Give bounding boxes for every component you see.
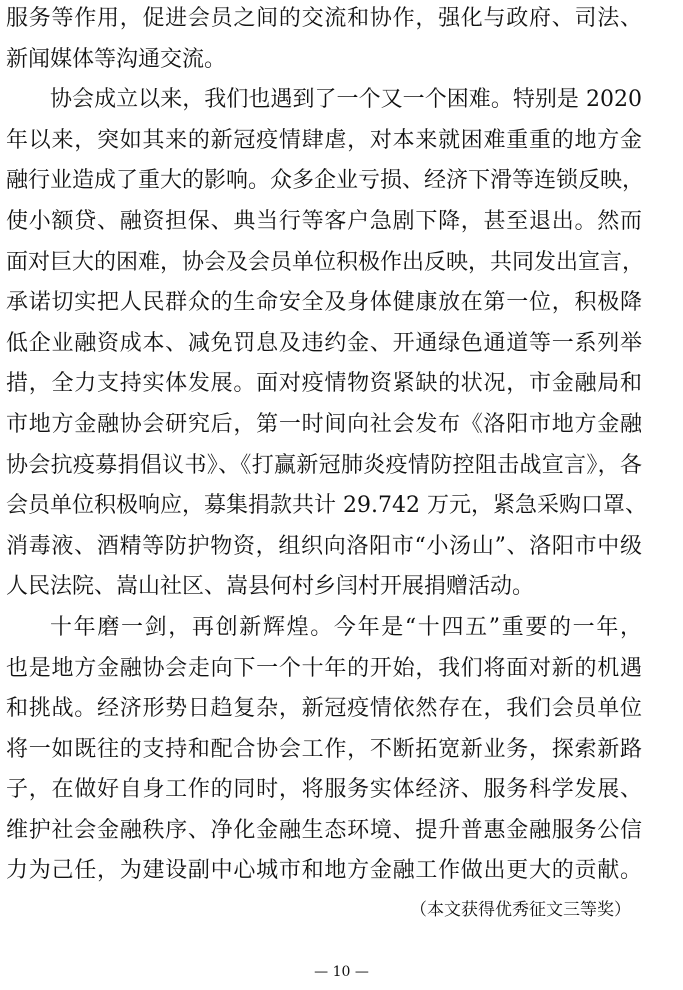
body-line: 子，在做好自身工作的同时，将服务实体经济、服务科学发展、 [6,777,642,803]
body-line: 维护社会金融秩序、净化金融生态环境、提升普惠金融服务公信 [6,817,642,843]
body-line: 会员单位积极响应，募集捐款共计 29.742 万元，紧急采购口罩、 [6,493,647,519]
body-line: 市地方金融协会研究后，第一时间向社会发布《洛阳市地方金融 [6,411,642,437]
body-line: 人民法院、嵩山社区、嵩县何村乡闫村开展捐赠活动。 [6,574,535,600]
body-line: 措，全力支持实体发展。面对疫情物资紧缺的状况，市金融局和 [6,371,642,397]
page-number: — 10 — [314,964,369,980]
body-line: 和挑战。经济形势日趋复杂，新冠疫情依然存在，我们会员单位 [6,696,642,722]
body-line: 协会抗疫募捐倡议书》、《打赢新冠肺炎疫情防控阻击战宣言》，各 [6,452,642,478]
body-line: 服务等作用，促进会员之间的交流和协作，强化与政府、司法、 [6,6,642,31]
body-line: 消毒液、酒精等防护物资，组织向洛阳市“小汤山”、洛阳市中级 [6,533,642,559]
body-line: 使小额贷、融资担保、典当行等客户急剧下降，甚至退出。然而 [6,208,642,234]
award-caption: （本文获得优秀征文三等奖） [410,900,631,920]
paragraph-start-line: 十年磨一剑，再创新辉煌。今年是“十四五”重要的一年， [50,614,642,640]
body-line: 年以来，突如其来的新冠疫情肆虐，对本来就困难重重的地方金 [6,127,642,153]
body-line: 新闻媒体等沟通交流。 [6,46,227,72]
body-line: 低企业融资成本、减免罚息及违约金、开通绿色通道等一系列举 [6,330,642,356]
body-line: 承诺切实把人民群众的生命安全及身体健康放在第一位，积极降 [6,290,642,316]
body-line: 将一如既往的支持和配合协会工作，不断拓宽新业务，探索新路 [6,736,642,762]
body-line: 面对巨大的困难，协会及会员单位积极作出反映，共同发出宣言， [6,249,645,275]
body-line: 力为己任，为建设副中心城市和地方金融工作做出更大的贡献。 [6,858,642,884]
body-line: 也是地方金融协会走向下一个十年的开始，我们将面对新的机遇 [6,655,642,681]
paragraph-start-line: 协会成立以来，我们也遇到了一个又一个困难。特别是 2020 [50,87,642,113]
article-body [6,0,647,892]
body-line: 融行业造成了重大的影响。众多企业亏损、经济下滑等连锁反映， [6,168,645,194]
